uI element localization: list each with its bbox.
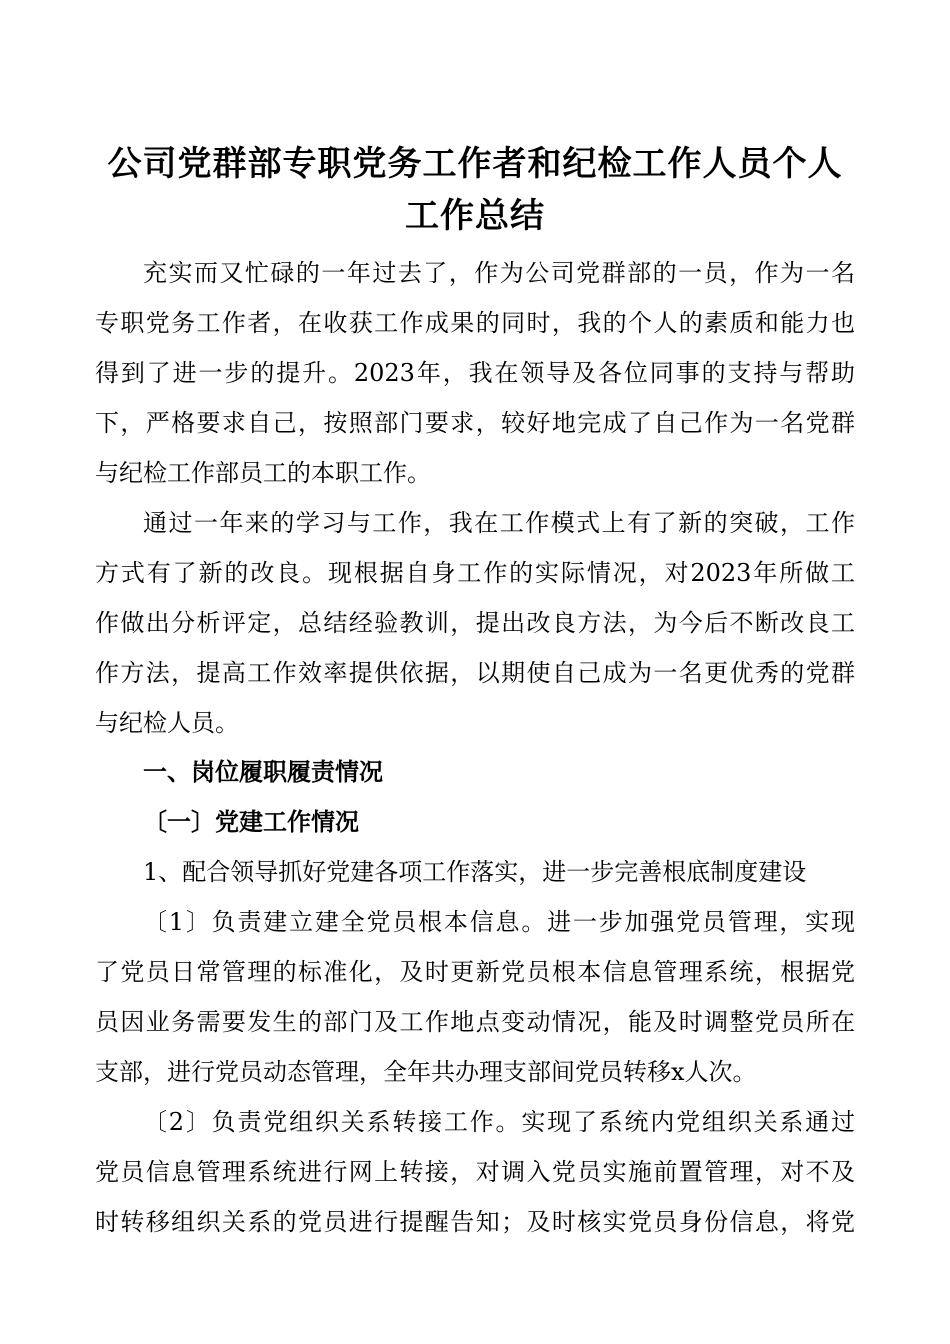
paragraph-3-line-1: 〔1〕负责建立建全党员根本信息。进一步加强党员管理，实现 [143, 908, 855, 936]
paragraph-3-line-4: 支部，进行党员动态管理，全年共办理支部间党员转移x人次。 [95, 1058, 757, 1086]
paragraph-2-line-5: 与纪检人员。 [95, 709, 239, 737]
document-title-line-1: 公司党群部专职党务工作者和纪检工作人员个人 [107, 144, 843, 184]
paragraph-1-line-4: 下，严格要求自己，按照部门要求，较好地完成了自己作为一名党群 [95, 409, 855, 437]
paragraph-4-line-2: 党员信息管理系统进行网上转接，对调入党员实施前置管理，对不及 [95, 1158, 855, 1186]
paragraph-4-line-3: 时转移组织关系的党员进行提醒告知；及时核实党员身份信息，将党 [95, 1208, 855, 1236]
document-title-line-2: 工作总结 [405, 196, 545, 236]
paragraph-3-line-2: 了党员日常管理的标准化，及时更新党员根本信息管理系统，根据党 [95, 958, 855, 986]
paragraph-3-line-3: 员因业务需要发生的部门及工作地点变动情况，能及时调整党员所在 [95, 1008, 855, 1036]
paragraph-2-line-3: 作做出分析评定，总结经验教训，提出改良方法，为今后不断改良工 [95, 609, 855, 637]
paragraph-2-line-2: 方式有了新的改良。现根据自身工作的实际情况，对2023年所做工 [95, 559, 855, 587]
section-heading-1: 一、岗位履职履责情况 [143, 758, 383, 786]
paragraph-2-line-1: 通过一年来的学习与工作，我在工作模式上有了新的突破，工作 [143, 509, 855, 537]
paragraph-1-line-2: 专职党务工作者，在收获工作成果的同时，我的个人的素质和能力也 [95, 309, 855, 337]
paragraph-2-line-4: 作方法，提高工作效率提供依据，以期使自己成为一名更优秀的党群 [95, 659, 855, 687]
paragraph-1-line-1: 充实而又忙碌的一年过去了，作为公司党群部的一员，作为一名 [143, 259, 855, 287]
paragraph-1-line-3: 得到了进一步的提升。2023年，我在领导及各位同事的支持与帮助 [95, 359, 855, 387]
paragraph-1-line-5: 与纪检工作部员工的本职工作。 [95, 459, 431, 487]
subsection-heading-1: 〔一〕党建工作情况 [143, 808, 359, 836]
paragraph-4-line-1: 〔2〕负责党组织关系转接工作。实现了系统内党组织关系通过 [143, 1108, 855, 1136]
list-item-1: 1、配合领导抓好党建各项工作落实，进一步完善根底制度建设 [143, 858, 807, 886]
